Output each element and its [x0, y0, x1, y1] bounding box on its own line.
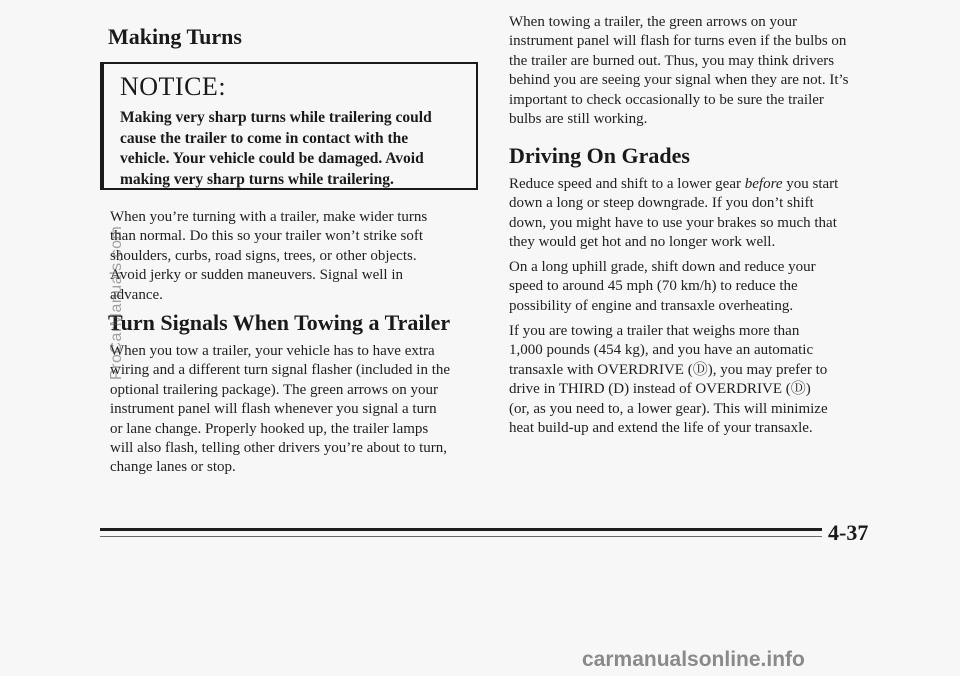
- text-line: important to check occasionally to be sure the trailer: [509, 91, 824, 108]
- text-line: will also flash, telling other drivers you’re about to turn,: [110, 440, 448, 457]
- heading-driving-on-grades: Driving On Grades: [509, 143, 690, 168]
- text-line: advance.: [110, 286, 163, 303]
- text-line: transaxle with OVERDRIVE (Ⓓ), you may prefer to: [509, 361, 828, 378]
- text-line: down a long or steep downgrade. If you don’t shift: [509, 195, 814, 212]
- text-line: instrument panel will flash whenever you signal a turn: [110, 401, 437, 418]
- text-line: (or, as you need to, a lower gear). This will minimize: [509, 400, 828, 417]
- text-line: Avoid jerky or sudden maneuvers. Signal well in: [110, 267, 403, 284]
- paragraph-downgrade: [509, 175, 889, 253]
- text-line: down, you might have to use your brakes so much that: [509, 214, 837, 231]
- text-line: behind you are seeing your signal when they are not. It’s: [509, 72, 849, 89]
- text-line: the trailer are burned out. Thus, you may think drivers: [509, 52, 835, 69]
- text-line: change lanes or stop.: [110, 459, 236, 476]
- text-line: When you tow a trailer, your vehicle has to have extra: [110, 343, 435, 359]
- text-line: shoulders, curbs, road signs, trees, or other objects.: [110, 247, 417, 264]
- text-line: When towing a trailer, the green arrows on your: [509, 14, 798, 30]
- text-line: possibility of engine and transaxle overheating.: [509, 297, 794, 314]
- notice-text: [120, 108, 470, 190]
- emphasis-before: before: [744, 176, 783, 192]
- text-line: heat build-up and extend the life of your transaxle.: [509, 420, 813, 437]
- notice-line: vehicle. Your vehicle could be damaged. Avoid: [120, 150, 424, 167]
- text-line: wiring and a different turn signal flasher (included in the: [110, 362, 451, 379]
- text-line: 1,000 pounds (454 kg), and you have an automatic: [509, 342, 814, 359]
- paragraph-uphill: [509, 258, 889, 316]
- text-line: If you are towing a trailer that weighs more than: [509, 323, 800, 339]
- text-line: drive in THIRD (D) instead of OVERDRIVE (Ⓓ): [509, 381, 811, 398]
- notice-line: cause the trailer to come in contact with the: [120, 129, 409, 147]
- paragraph-turning: [110, 208, 478, 305]
- notice-title: NOTICE:: [120, 72, 227, 101]
- text-line: bulbs are still working.: [509, 111, 648, 128]
- paragraph-arrows: [509, 13, 889, 129]
- text-line: When you’re turning with a trailer, make wider turns: [110, 209, 428, 225]
- text-line: speed to around 45 mph (70 km/h) to reduce the: [509, 278, 798, 295]
- text-line: or lane change. Properly hooked up, the trailer lamps: [110, 420, 429, 437]
- page-number: 4-37: [828, 520, 869, 545]
- side-watermark: ProCarManuals.com: [108, 225, 125, 380]
- footer-rule-thin: [100, 536, 822, 537]
- notice-line: making very sharp turns while trailering.: [120, 170, 394, 188]
- text-line: you start: [782, 176, 839, 192]
- footer-watermark: carmanualsonline.info: [582, 648, 805, 671]
- text-line: optional trailering package). The green arrows on your: [110, 381, 438, 398]
- text-line: instrument panel will flash for turns even if the bulbs on: [509, 33, 847, 50]
- heading-turn-signals: Turn Signals When Towing a Trailer: [108, 310, 451, 335]
- text-line: than normal. Do this so your trailer won’t strike soft: [110, 228, 424, 245]
- notice-box: [100, 62, 478, 190]
- paragraph-signals: [110, 342, 482, 478]
- heading-making-turns: Making Turns: [108, 24, 242, 49]
- paragraph-overdrive: [509, 322, 889, 438]
- notice-line: Making very sharp turns while trailering could: [120, 109, 432, 126]
- footer-rule-thick: [100, 528, 822, 531]
- text-line: they would get hot and no longer work well.: [509, 234, 776, 251]
- text-line: On a long uphill grade, shift down and reduce your: [509, 259, 816, 275]
- text-line: Reduce speed and shift to a lower gear: [509, 176, 745, 192]
